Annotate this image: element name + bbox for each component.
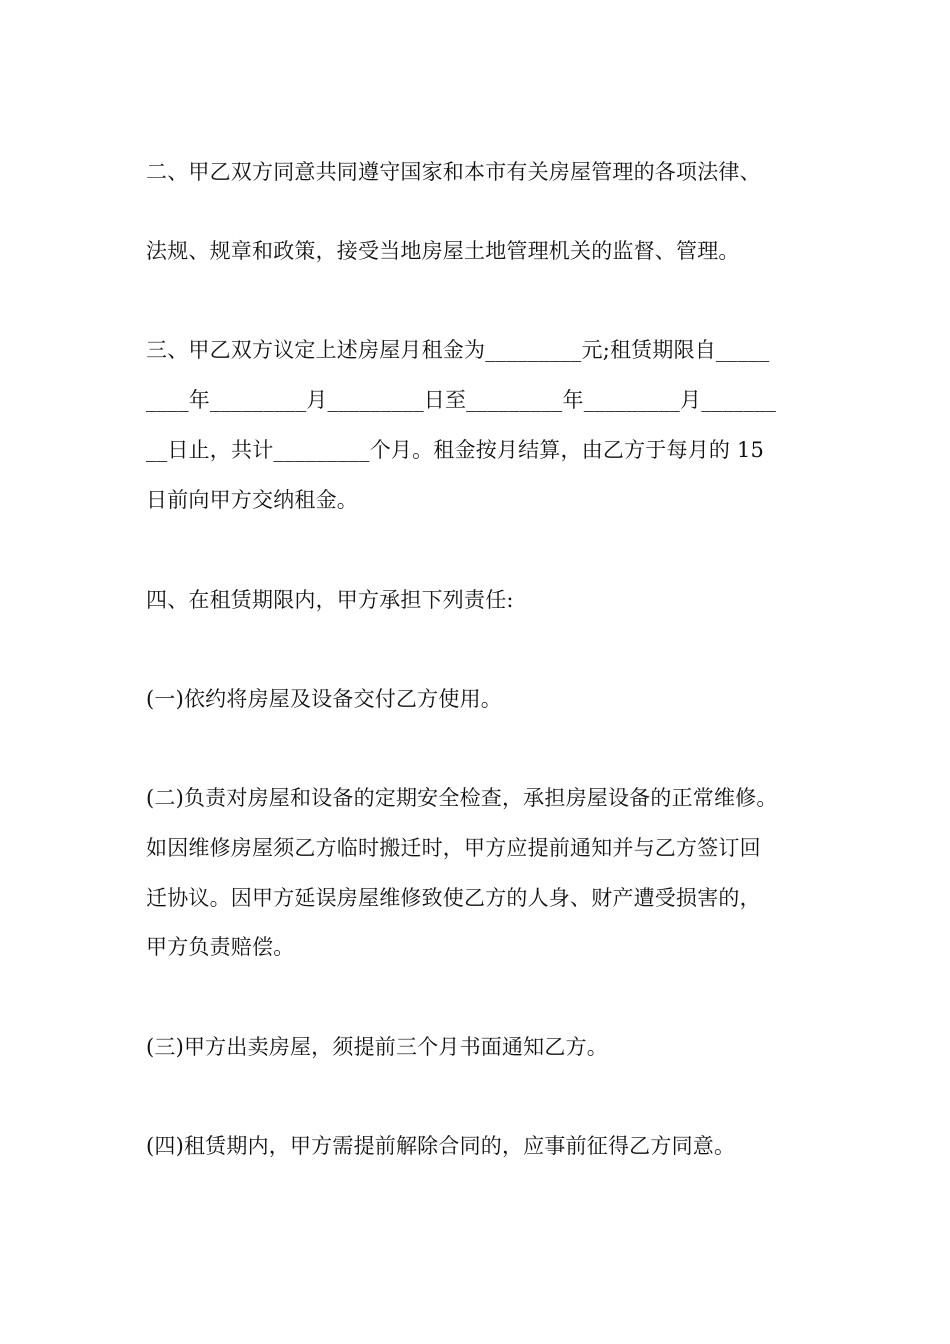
clause-4-heading: 四、在租赁期限内，甲方承担下列责任: — [146, 588, 514, 612]
clause-4-item-3: (三)甲方出卖房屋，须提前三个月书面通知乙方。 — [146, 1035, 608, 1059]
clause-3-line-1: 三、甲乙双方议定上述房屋月租金为_________元;租赁期限自_____ — [146, 338, 770, 362]
clause-4-item-2-line-4: 甲方负责赔偿。 — [146, 935, 295, 959]
clause-3-line-3: __日止，共计_________个月。租金按月结算，由乙方于每月的 15 — [146, 438, 765, 462]
clause-4-item-4: (四)租赁期内，甲方需提前解除合同的，应事前征得乙方同意。 — [146, 1134, 736, 1158]
clause-3-line-4: 日前向甲方交纳租金。 — [146, 488, 358, 512]
clause-3-line-2: ____年_________月_________日至_________年_________月_______ — [146, 388, 777, 412]
clause-2-line-2: 法规、规章和政策，接受当地房屋土地管理机关的监督、管理。 — [146, 239, 740, 263]
clause-4-item-2-line-1: (二)负责对房屋和设备的定期安全检查，承担房屋设备的正常维修。 — [146, 786, 778, 810]
clause-4-item-2-line-2: 如因维修房屋须乙方临时搬迁时，甲方应提前通知并与乙方签订回 — [146, 836, 761, 860]
clause-4-item-1: (一)依约将房屋及设备交付乙方使用。 — [146, 687, 502, 711]
clause-4-item-2-line-3: 迁协议。因甲方延误房屋维修致使乙方的人身、财产遭受损害的， — [146, 886, 761, 910]
clause-2-line-1: 二、甲乙双方同意共同遵守国家和本市有关房屋管理的各项法律、 — [146, 160, 761, 184]
